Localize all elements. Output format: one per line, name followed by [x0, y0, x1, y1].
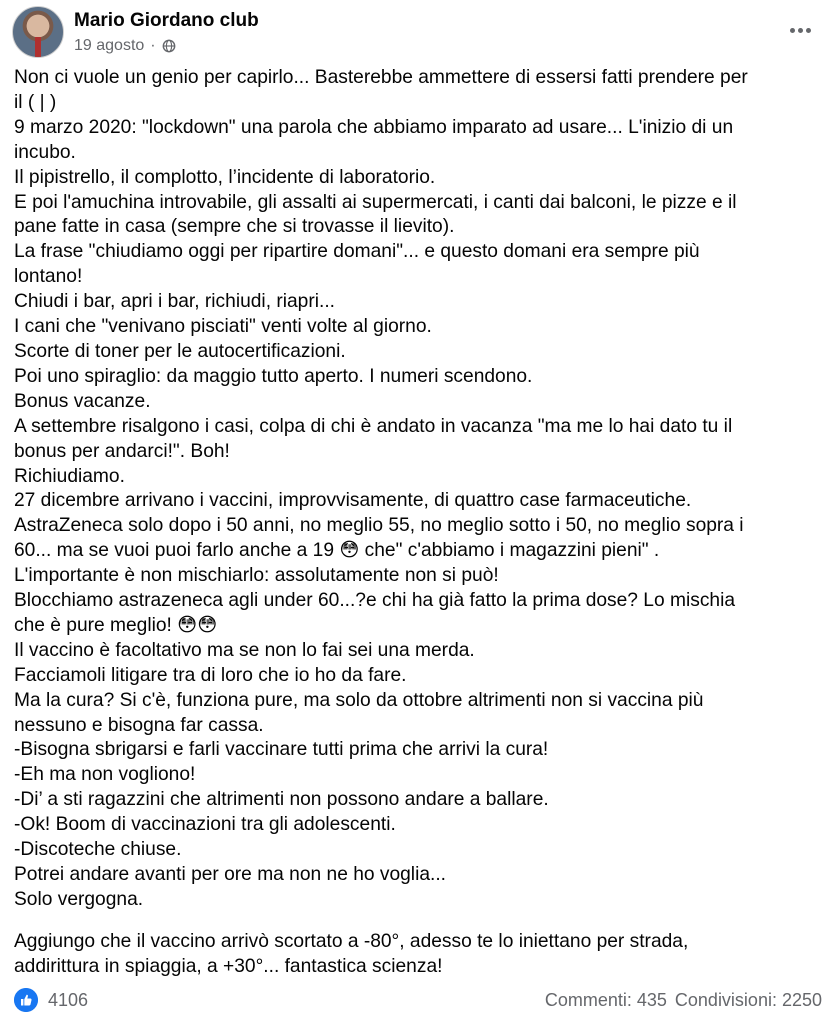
post-text-line: AstraZeneca solo dopo i 50 anni, no meglio 55, no meglio sotto i 50, no meglio sopra i [14, 515, 744, 537]
page-name-link[interactable]: Mario Giordano club [74, 10, 259, 31]
post-text-line: incubo. [14, 141, 76, 163]
post-text-line: L'importante è non mischiarlo: assolutamente non si può! [14, 565, 499, 587]
post-text-line: Scorte di toner per le autocertificazioni. [14, 340, 346, 362]
engagement-stats [545, 990, 822, 1011]
post-text-line: Facciamoli litigare tra di loro che io ho da fare. [14, 664, 407, 686]
post-text-line: -Bisogna sbrigarsi e farli vaccinare tutti prima che arrivi la cura! [14, 739, 549, 761]
more-options-button[interactable] [786, 16, 814, 44]
post-text-line: Richiudiamo. [14, 465, 125, 487]
post-text-line: -Di’ a sti ragazzini che altrimenti non possono andare a ballare. [14, 789, 549, 811]
post-text-line: -Discoteche chiuse. [14, 839, 182, 861]
post-date[interactable]: 19 agosto [74, 37, 145, 54]
post-text-line: bonus per andarci!". Boh! [14, 440, 230, 462]
post-paragraph-2 [14, 930, 822, 980]
like-count[interactable]: 4106 [48, 990, 89, 1010]
more-icon-dot [798, 28, 803, 33]
post-text-line: lontano! [14, 266, 83, 288]
post-text-line: 27 dicembre arrivano i vaccini, improvvisamente, di quattro case farmaceutiche. [14, 490, 692, 512]
post-text-line: Il pipistrello, il complotto, l’incidente di laboratorio. [14, 166, 436, 188]
post-paragraph [14, 66, 822, 913]
paragraph-gap [14, 913, 822, 930]
avatar-tie [35, 37, 41, 57]
post-text-line: Potrei andare avanti per ore ma non ne ho voglia... [14, 864, 446, 885]
post-text-line: La frase "chiudiamo oggi per ripartire domani"... e questo domani era sempre più [14, 241, 700, 263]
post-text-line: Solo vergogna. [14, 888, 144, 910]
post-text-line: addirittura in spiaggia, a +30°... fantastica scienza! [14, 955, 443, 977]
post-text-line: Aggiungo che il vaccino arrivò scortato a -80°, adesso te lo iniettano per strada, [14, 930, 689, 952]
more-icon-dot [806, 28, 811, 33]
page-avatar[interactable] [12, 6, 64, 58]
post-text-line: 9 marzo 2020: "lockdown" una parola che abbiamo imparato ad usare... L'inizio di un [14, 116, 734, 138]
post-header [12, 6, 822, 58]
post-text-line: -Ok! Boom di vaccinazioni tra gli adolescenti. [14, 814, 396, 836]
post-text-line: -Eh ma non vogliono! [14, 764, 196, 786]
post-text-line: pane fatte in casa (sempre che si trovasse il lievito). [14, 216, 455, 238]
post-text-line: Bonus vacanze. [14, 390, 151, 412]
post-meta [74, 37, 176, 55]
post-footer [14, 986, 822, 1016]
post-text-line: il ( | ) [14, 91, 57, 113]
post-text-line: E poi l'amuchina introvabile, gli assalti ai supermercati, i canti dai balconi, le pizze e il [14, 191, 737, 213]
post-text-line: nessuno e bisogna far cassa. [14, 714, 264, 736]
globe-icon[interactable] [162, 39, 176, 53]
shares-count[interactable]: Condivisioni: 2250 [674, 990, 822, 1010]
post-text-line: I cani che "venivano pisciati" venti volte al giorno. [14, 316, 432, 338]
post-text-line: Poi uno spiraglio: da maggio tutto aperto. I numeri scendono. [14, 365, 533, 387]
post-text-line: Chiudi i bar, apri i bar, richiudi, riapri... [14, 291, 335, 313]
comments-count[interactable]: Commenti: 435 [544, 990, 667, 1010]
post-text-line: Il vaccino è facoltativo ma se non lo fai sei una merda. [14, 639, 475, 661]
post-text-line: Non ci vuole un genio per capirlo... Basterebbe ammettere di essersi fatti prendere per [14, 67, 748, 88]
post-text-line: 60... ma se vuoi puoi farlo anche a 19 😳 che" c'abbiamo i magazzini pieni" . [14, 540, 660, 562]
post-text-line: A settembre risalgono i casi, colpa di chi è andato in vacanza "ma me lo hai dato tu il [14, 415, 733, 437]
post-text-line: Ma la cura? Si c'è, funziona pure, ma solo da ottobre altrimenti non si vaccina più [14, 689, 704, 711]
post-text-line: che è pure meglio! 😳😳 [14, 614, 218, 636]
like-thumb-icon[interactable] [14, 988, 38, 1012]
post-body [14, 66, 822, 980]
meta-separator: · [150, 37, 156, 54]
post-text-line: Blocchiamo astrazeneca agli under 60...?e chi ha già fatto la prima dose? Lo mischia [14, 590, 736, 612]
more-icon [790, 28, 795, 33]
